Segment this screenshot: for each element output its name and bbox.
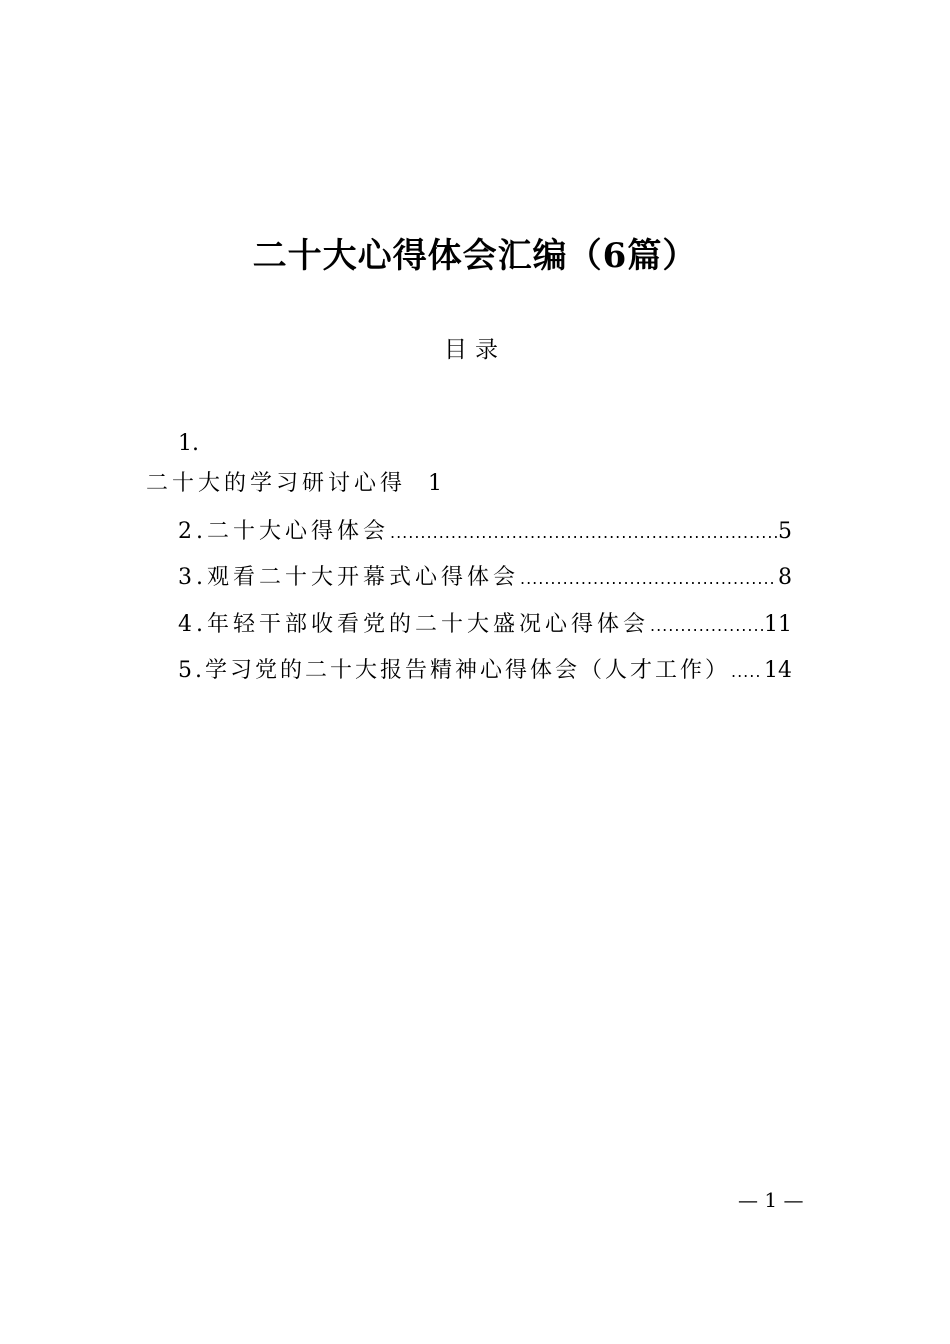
toc-item-4-text: 4.年轻干部收看党的二十大盛况心得体会 [178,612,649,637]
toc-item-5[interactable] [178,653,792,690]
toc-item-1[interactable] [146,466,442,502]
toc-leader-dots [520,561,777,597]
toc-item-2-page: 5 [778,519,792,544]
toc-leader-dots [650,608,763,644]
toc-item-3[interactable] [178,560,792,597]
toc-heading: 目录 [444,337,506,363]
toc-item-3-page: 8 [778,565,792,590]
toc-item-4[interactable] [178,607,792,644]
toc-item-4-page: 11 [764,612,792,637]
toc-item-5-page: 14 [764,658,792,683]
toc-item-3-text: 3.观看二十大开幕式心得体会 [178,565,519,590]
page-number: — 1 — [738,1188,804,1212]
toc-item-1-page: 1 [428,471,443,496]
document-title: 二十大心得体会汇编（6篇） [252,236,698,276]
toc-item-5-text: 5.学习党的二十大报告精神心得体会（人才工作） [178,658,730,683]
toc-leader-dots [731,654,763,690]
toc-item-2[interactable] [178,514,792,551]
toc-item-1-text: 二十大的学习研讨心得 [146,471,407,496]
toc-item-2-text: 2.二十大心得体会 [178,519,389,544]
toc-leader-dots [390,515,777,551]
toc-item-1-number: 1. [178,431,199,456]
